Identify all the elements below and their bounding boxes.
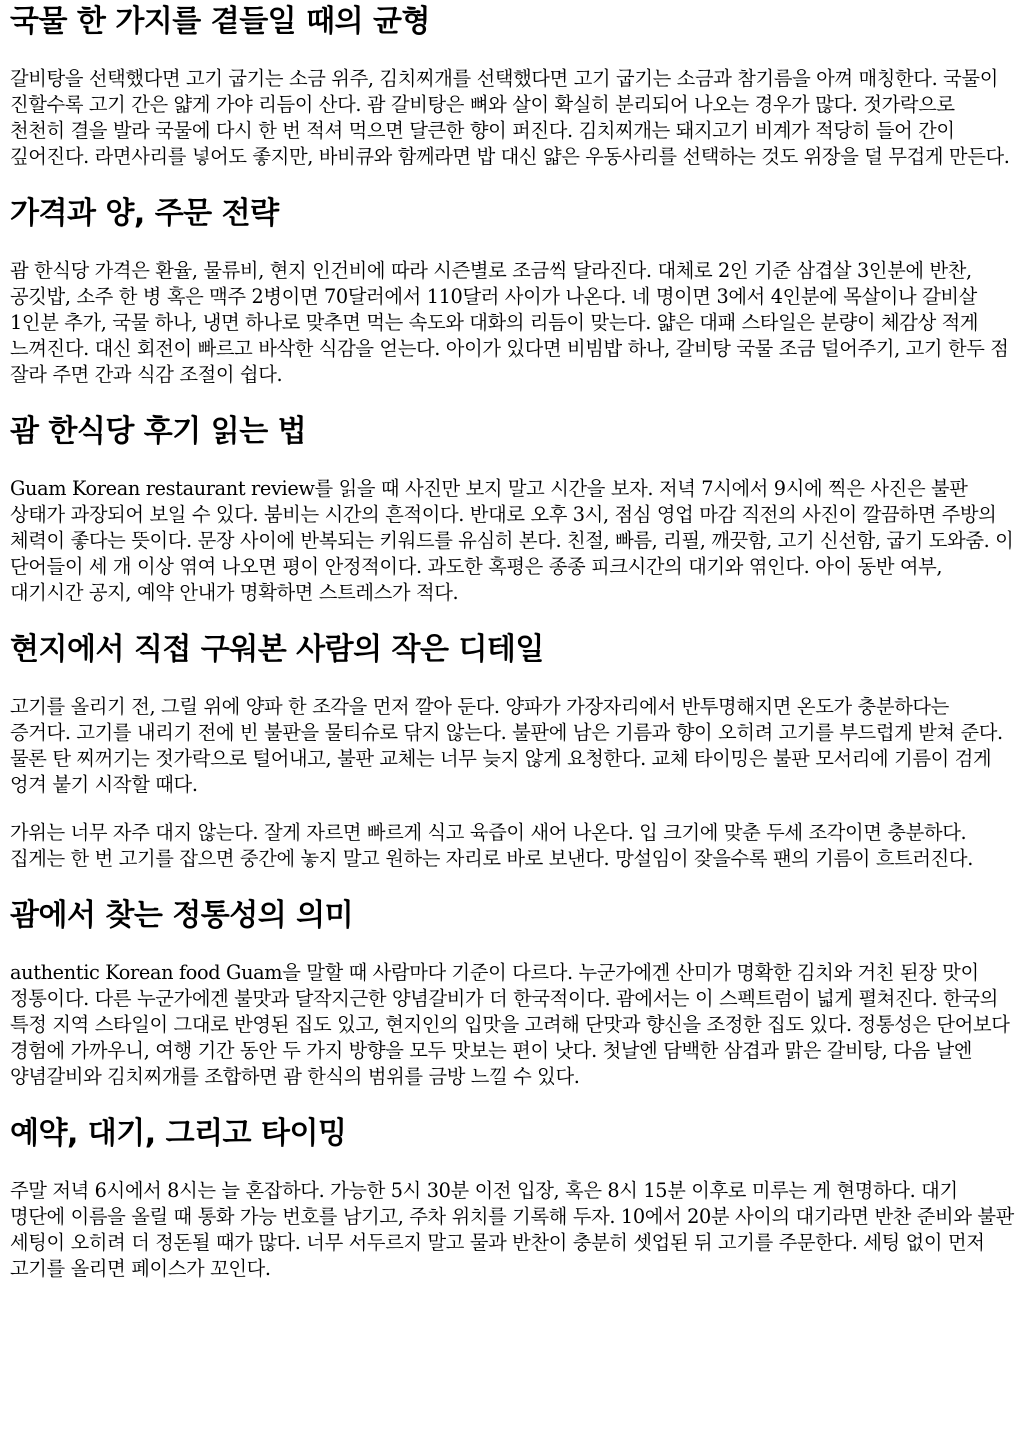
- section-heading-price-strategy: 가격과 양, 주문 전략: [10, 196, 279, 231]
- section-heading-soup-balance: 국물 한 가지를 곁들일 때의 균형: [10, 4, 430, 39]
- section-heading-reservation-timing: 예약, 대기, 그리고 타이밍: [10, 1116, 347, 1151]
- paragraph-reservation-timing: 주말 저녁 6시에서 8시는 늘 혼잡하다. 가능한 5시 30분 이전 입장, 혹은 8시 15분 이후로 미루는 게 현명하다. 대기 명단에 이름을 올릴 때 통화 가능 번호를 남기고, 주차 위치를 기록해 두자. 10에서 20분 사이의 대기라면 반찬 준비와 불판 세팅이 오히려 더 정돈될 때가 많다. 너무 서두르지 말고 물과 반찬이 충분히 셋업된 뒤 고기를 주문한다. 세팅 없이 먼저 고기를 올리면 페이스가 꼬인다.: [10, 1179, 1014, 1280]
- section-heading-authenticity: 괌에서 찾는 정통성의 의미: [10, 898, 354, 933]
- paragraph-authenticity: authentic Korean food Guam을 말할 때 사람마다 기준이 다르다. 누군가에겐 산미가 명확한 김치와 거친 된장 맛이 정통이다. 다른 누군가에겐 불맛과 달작지근한 양념갈비가 더 한국적이다. 괌에서는 이 스펙트럼이 넓게 펼쳐진다. 한국의 특정 지역 스타일이 그대로 반영된 집도 있고, 현지인의 입맛을 고려해 단맛과 향신을 조정한 집도 있다. 정통성은 단어보다 경험에 가까우니, 여행 기간 동안 두 가지 방향을 모두 맛보는 편이 낫다. 첫날엔 담백한 삼겹과 맑은 갈비탕, 다음 날엔 양념갈비와 김치찌개를 조합하면 괌 한식의 범위를 금방 느낄 수 있다.: [10, 961, 1010, 1088]
- paragraph-grilling-details-2: 가위는 너무 자주 대지 않는다. 잘게 자르면 빠르게 식고 육즙이 새어 나온다. 입 크기에 맞춘 두세 조각이면 충분하다. 집게는 한 번 고기를 잡으면 중간에 놓지 말고 원하는 자리로 바로 보낸다. 망설임이 잦을수록 팬의 기름이 흐트러진다.: [10, 821, 973, 870]
- section-heading-review-reading: 괌 한식당 후기 읽는 법: [10, 414, 307, 449]
- paragraph-review-reading: Guam Korean restaurant review를 읽을 때 사진만 보지 말고 시간을 보자. 저녁 7시에서 9시에 찍은 사진은 불판 상태가 과장되어 보일 수 있다. 붐비는 시간의 흔적이다. 반대로 오후 3시, 점심 영업 마감 직전의 사진이 깔끔하면 주방의 체력이 좋다는 뜻이다. 문장 사이에 반복되는 키워드를 유심히 본다. 친절, 빠름, 리필, 깨끗함, 고기 신선함, 굽기 도와줌. 이 단어들이 세 개 이상 엮여 나오면 평이 안정적이다. 과도한 혹평은 종종 피크시간의 대기와 엮인다. 아이 동반 여부, 대기시간 공지, 예약 안내가 명확하면 스트레스가 적다.: [10, 477, 1014, 604]
- section-heading-grilling-details: 현지에서 직접 구워본 사람의 작은 디테일: [10, 632, 544, 667]
- paragraph-soup-balance: 갈비탕을 선택했다면 고기 굽기는 소금 위주, 김치찌개를 선택했다면 고기 굽기는 소금과 참기름을 아껴 매칭한다. 국물이 진할수록 고기 간은 얇게 가야 리듬이 산다. 괌 갈비탕은 뼈와 살이 확실히 분리되어 나오는 경우가 많다. 젓가락으로 천천히 결을 발라 국물에 다시 한 번 적셔 먹으면 달큰한 향이 퍼진다. 김치찌개는 돼지고기 비계가 적당히 들어 간이 깊어진다. 라면사리를 넣어도 좋지만, 바비큐와 함께라면 밥 대신 얇은 우동사리를 선택하는 것도 위장을 덜 무겁게 만든다.: [10, 67, 1010, 168]
- paragraph-price-strategy: 괌 한식당 가격은 환율, 물류비, 현지 인건비에 따라 시즌별로 조금씩 달라진다. 대체로 2인 기준 삼겹살 3인분에 반찬, 공깃밥, 소주 한 병 혹은 맥주 2병이면 70달러에서 110달러 사이가 나온다. 네 명이면 3에서 4인분에 목살이나 갈비살 1인분 추가, 국물 하나, 냉면 하나로 맞추면 먹는 속도와 대화의 리듬이 맞는다. 얇은 대패 스타일은 분량이 체감상 적게 느껴진다. 대신 회전이 빠르고 바삭한 식감을 얻는다. 아이가 있다면 비빔밥 하나, 갈비탕 국물 조금 덜어주기, 고기 한두 점 잘라 주면 간과 식감 조절이 쉽다.: [10, 259, 1009, 386]
- paragraph-grilling-details-1: 고기를 올리기 전, 그릴 위에 양파 한 조각을 먼저 깔아 둔다. 양파가 가장자리에서 반투명해지면 온도가 충분하다는 증거다. 고기를 내리기 전에 빈 불판을 물티슈로 닦지 않는다. 불판에 남은 기름과 향이 오히려 고기를 부드럽게 받쳐 준다. 물론 탄 찌꺼기는 젓가락으로 털어내고, 불판 교체는 너무 늦지 않게 요청한다. 교체 타이밍은 불판 모서리에 기름이 검게 엉겨 붙기 시작할 때다.: [10, 695, 1003, 796]
